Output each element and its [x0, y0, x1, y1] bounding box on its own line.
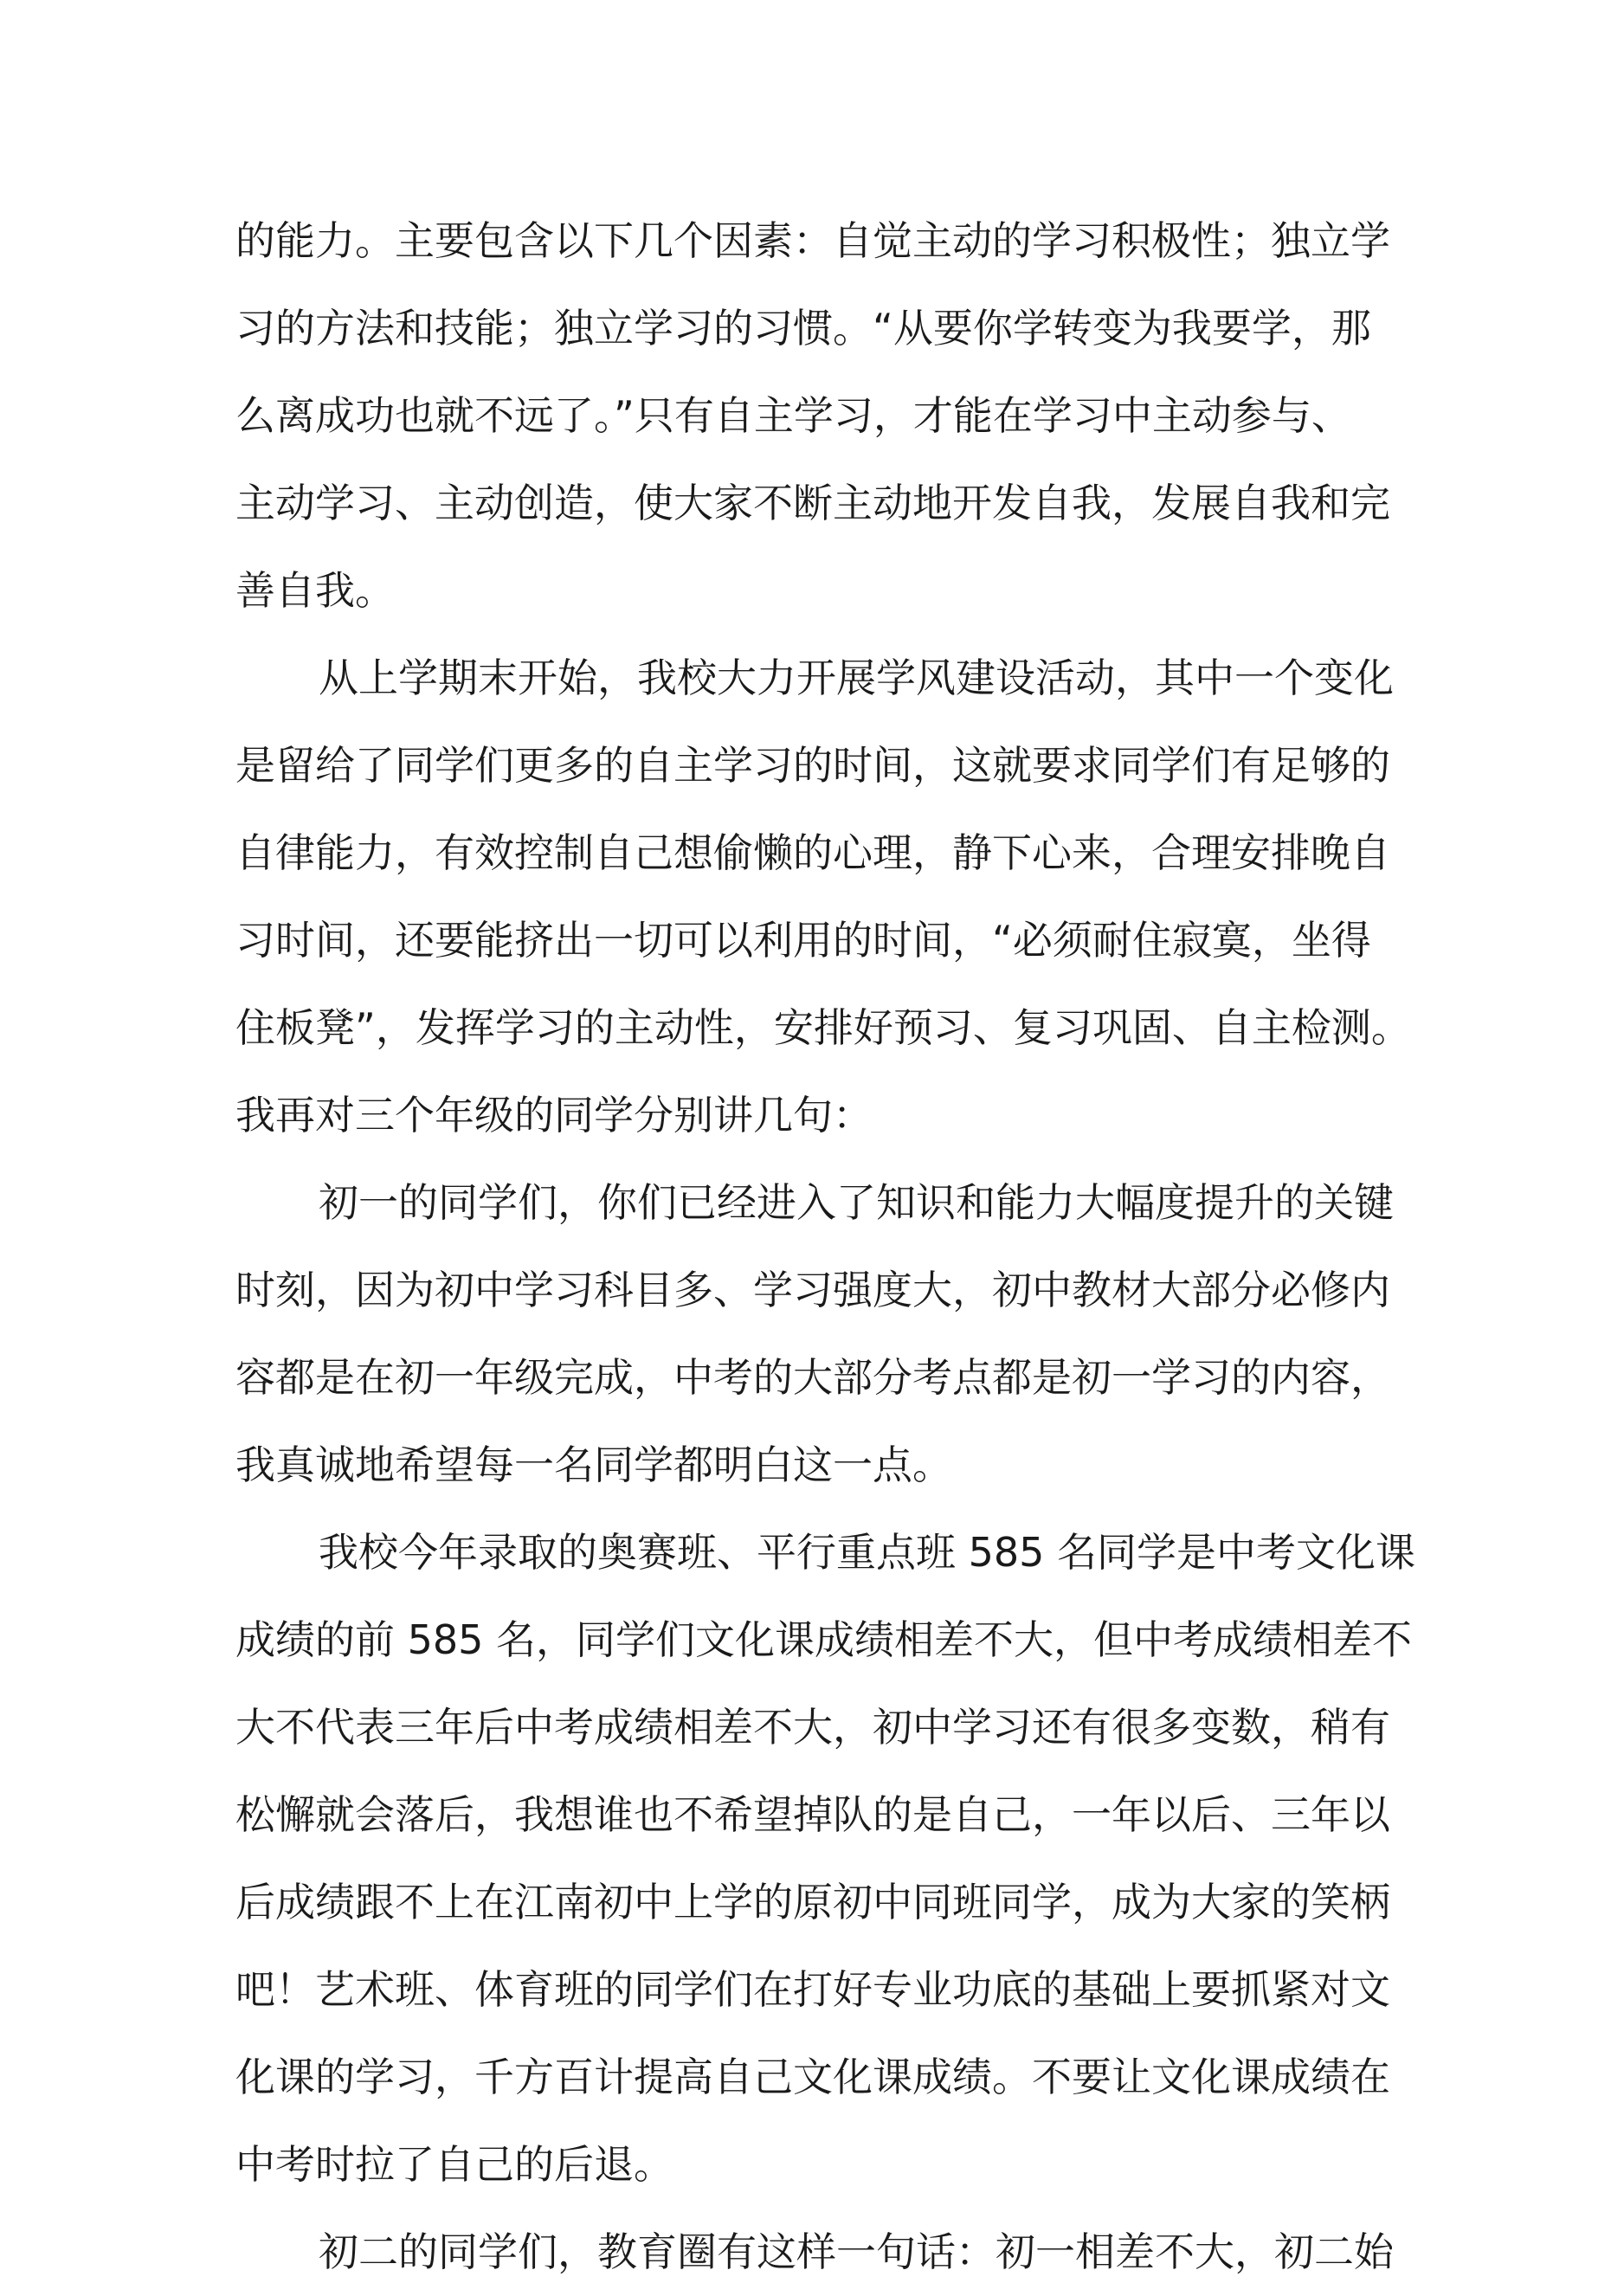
- paragraph-1: [235, 197, 1404, 635]
- paragraph-4: [235, 1509, 1416, 2209]
- text-line: 化课的学习，千方百计提高自己文化课成绩。不要让文化课成绩在: [235, 2054, 1390, 2100]
- text-line: 我再对三个年级的同学分别讲几句：: [235, 1092, 873, 1138]
- text-line: 时刻，因为初中学习科目多、学习强度大，初中教材大部分必修内: [235, 1267, 1390, 1313]
- text-line: 中考时拉了自己的后退。: [235, 2141, 673, 2188]
- text-line: 从上学期末开始，我校大力开展学风建设活动，其中一个变化: [319, 655, 1394, 701]
- text-line: 我校今年录取的奥赛班、平行重点班 585 名同学是中考文化课: [319, 1529, 1416, 1576]
- text-line: 习的方法和技能；独立学习的习惯。“从要你学转变为我要学，那: [235, 305, 1371, 351]
- document-body: [235, 197, 1416, 2296]
- paragraph-5: [235, 2209, 1404, 2296]
- text-line: 主动学习、主动创造，使大家不断主动地开发自我，发展自我和完: [235, 480, 1390, 526]
- text-line: 后成绩跟不上在江南初中上学的原初中同班同学，成为大家的笑柄: [235, 1879, 1390, 1925]
- text-line: 习时间，还要能挤出一切可以利用的时间，“必须耐住寂寞，坐得: [235, 917, 1371, 964]
- paragraph-2: [235, 635, 1411, 1159]
- text-line: 初一的同学们，你们已经进入了知识和能力大幅度提升的关键: [319, 1179, 1394, 1226]
- text-line: 松懈就会落后，我想谁也不希望掉队的是自己，一年以后、三年以: [235, 1791, 1390, 1838]
- text-line: 自律能力，有效控制自己想偷懒的心理，静下心来，合理安排晚自: [235, 829, 1390, 876]
- paragraph-3: [235, 1159, 1404, 1509]
- text-line: 容都是在初一年级完成，中考的大部分考点都是初一学习的内容，: [235, 1354, 1390, 1401]
- text-line: 初二的同学们，教育圈有这样一句话：初一相差不大，初二始: [319, 2228, 1394, 2275]
- text-line: 善自我。: [235, 567, 395, 614]
- text-line: 住板凳”，发挥学习的主动性，安排好预习、复习巩固、自主检测。: [235, 1004, 1411, 1051]
- text-line: 是留给了同学们更多的自主学习的时间，这就要求同学们有足够的: [235, 742, 1390, 789]
- text-line: 成绩的前 585 名，同学们文化课成绩相差不大，但中考成绩相差不: [235, 1616, 1413, 1663]
- text-line: 么离成功也就不远了。”只有自主学习，才能在学习中主动参与、: [235, 392, 1351, 439]
- text-line: 的能力。主要包含以下几个因素：自觉主动的学习积极性；独立学: [235, 217, 1390, 264]
- text-line: 吧！艺术班、体育班的同学们在打好专业功底的基础上要抓紧对文: [235, 1966, 1390, 2013]
- text-line: 大不代表三年后中考成绩相差不大，初中学习还有很多变数，稍有: [235, 1704, 1390, 1751]
- text-line: 我真诚地希望每一名同学都明白这一点。: [235, 1441, 952, 1488]
